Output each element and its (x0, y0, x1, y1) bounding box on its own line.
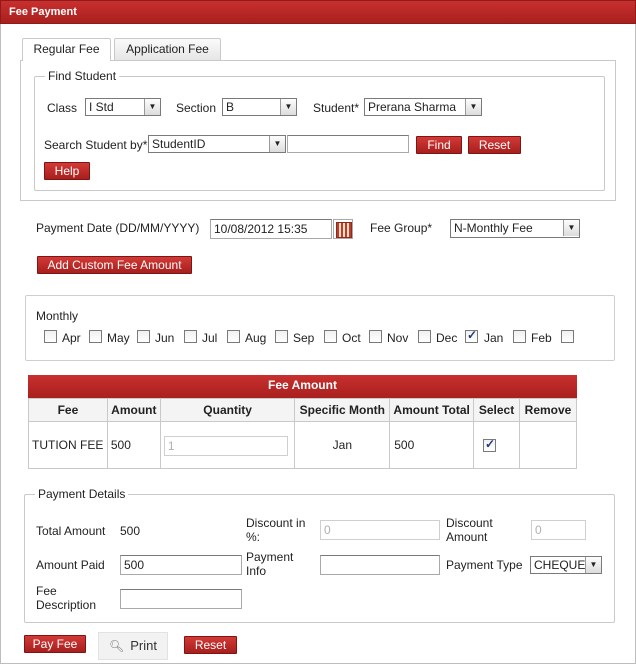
month-label-jan: Jan (484, 331, 504, 345)
month-label-oct: Oct (342, 331, 361, 345)
total-amount-label: Total Amount (36, 524, 106, 538)
month-checkbox-sep[interactable] (275, 330, 288, 343)
pay-fee-button[interactable]: Pay Fee (24, 635, 86, 653)
col-select: Select (474, 399, 520, 422)
fee-amount-title: Fee Amount (28, 375, 577, 398)
month-label-dec: Dec (436, 331, 458, 345)
table-row (29, 422, 577, 469)
payment-info-label: Payment Info (246, 550, 294, 578)
specific-month-cell: Jan (295, 422, 390, 469)
month-checkbox-mar[interactable] (561, 330, 574, 343)
discount-amount-label: Discount Amount (446, 516, 493, 544)
search-icon: 🔍︎ (109, 639, 125, 653)
total-amount-value: 500 (120, 524, 141, 538)
tab-application-fee[interactable]: Application Fee (114, 38, 221, 60)
payment-date-label: Payment Date (DD/MM/YYYY) (36, 221, 200, 235)
find-button[interactable]: Find (416, 136, 462, 154)
add-custom-fee-button[interactable]: Add Custom Fee Amount (37, 256, 192, 274)
help-button[interactable]: Help (44, 162, 90, 180)
month-checkbox-apr[interactable] (44, 330, 57, 343)
class-value: I Std (89, 100, 114, 114)
month-checkbox-may[interactable] (89, 330, 102, 343)
col-amount: Amount (107, 399, 160, 422)
monthly-label: Monthly (36, 309, 79, 323)
student-value: Prerana Sharma (368, 100, 457, 114)
section-select[interactable] (222, 98, 297, 116)
month-label-jul: Jul (202, 331, 218, 345)
discount-amount-input[interactable]: 0 (531, 520, 586, 540)
col-amount-total: Amount Total (390, 399, 474, 422)
class-label: Class (47, 101, 78, 115)
col-remove: Remove (520, 399, 577, 422)
fee-table (28, 398, 577, 469)
remove-cell (520, 422, 577, 469)
search-by-select[interactable] (148, 135, 286, 153)
monthly-group (25, 295, 615, 361)
discount-percent-input[interactable]: 0 (320, 520, 440, 540)
fee-amount-cell: 500 (107, 422, 160, 469)
window-title: Fee Payment (0, 0, 636, 24)
month-checkbox-aug[interactable] (227, 330, 240, 343)
search-student-input[interactable] (287, 135, 409, 153)
month-label-aug: Aug (245, 331, 267, 345)
fee-name-cell: TUTION FEE (29, 422, 108, 469)
calendar-icon[interactable] (333, 219, 353, 239)
fee-group-select[interactable] (450, 219, 580, 238)
class-select[interactable] (85, 98, 161, 116)
payment-info-input[interactable] (320, 555, 440, 575)
chevron-down-icon: ▼ (280, 99, 296, 115)
col-quantity: Quantity (160, 399, 295, 422)
reset-button[interactable]: Reset (184, 636, 237, 654)
month-checkbox-jul[interactable] (184, 330, 197, 343)
student-label: Student* (313, 101, 360, 115)
amount-paid-input[interactable]: 500 (120, 555, 242, 575)
month-label-sep: Sep (293, 331, 315, 345)
month-checkbox-nov[interactable] (369, 330, 382, 343)
chevron-down-icon: ▼ (465, 99, 481, 115)
chevron-down-icon: ▼ (144, 99, 160, 115)
payment-date-input[interactable]: 10/08/2012 15:35 (210, 219, 332, 239)
payment-details-legend: Payment Details (38, 487, 126, 501)
fee-table-header-row (29, 399, 577, 422)
col-fee: Fee (29, 399, 108, 422)
chevron-down-icon: ▼ (269, 136, 285, 152)
section-value: B (226, 100, 235, 114)
chevron-down-icon: ▼ (563, 220, 579, 236)
quantity-cell (160, 422, 295, 469)
chevron-down-icon: ▼ (585, 557, 601, 573)
tab-regular-fee[interactable]: Regular Fee (22, 38, 111, 61)
student-select[interactable] (364, 98, 482, 116)
col-specific-month: Specific Month (295, 399, 390, 422)
discount-percent-label: Discount in %: (246, 516, 306, 544)
payment-type-value: CHEQUE (534, 558, 586, 572)
search-by-value: StudentID (152, 137, 206, 151)
month-checkbox-oct[interactable] (324, 330, 337, 343)
payment-type-select[interactable] (530, 556, 602, 574)
month-checkbox-jan[interactable] (465, 330, 478, 343)
fee-description-label: Fee Description (36, 584, 97, 612)
fee-description-input[interactable] (120, 589, 242, 609)
amount-total-cell: 500 (390, 422, 474, 469)
payment-type-label: Payment Type (446, 558, 523, 572)
quantity-input[interactable]: 1 (164, 436, 288, 456)
fee-group-label: Fee Group* (370, 221, 433, 235)
month-label-apr: Apr (62, 331, 81, 345)
find-student-group (34, 69, 605, 191)
month-label-feb: Feb (531, 331, 552, 345)
month-label-jun: Jun (155, 331, 175, 345)
amount-paid-label: Amount Paid (36, 558, 105, 572)
reset-search-button[interactable]: Reset (468, 136, 521, 154)
print-label: Print (130, 638, 157, 653)
find-student-legend: Find Student (48, 69, 117, 83)
month-label-nov: Nov (387, 331, 409, 345)
fee-group-value: N-Monthly Fee (454, 221, 533, 235)
month-checkbox-dec[interactable] (418, 330, 431, 343)
month-checkbox-jun[interactable] (137, 330, 150, 343)
select-cell (474, 422, 520, 469)
month-checkbox-feb[interactable] (513, 330, 526, 343)
section-label: Section (176, 101, 217, 115)
print-button[interactable] (98, 632, 168, 660)
month-label-may: May (107, 331, 130, 345)
search-by-label: Search Student by* (44, 138, 148, 152)
select-row-checkbox[interactable] (483, 439, 496, 452)
